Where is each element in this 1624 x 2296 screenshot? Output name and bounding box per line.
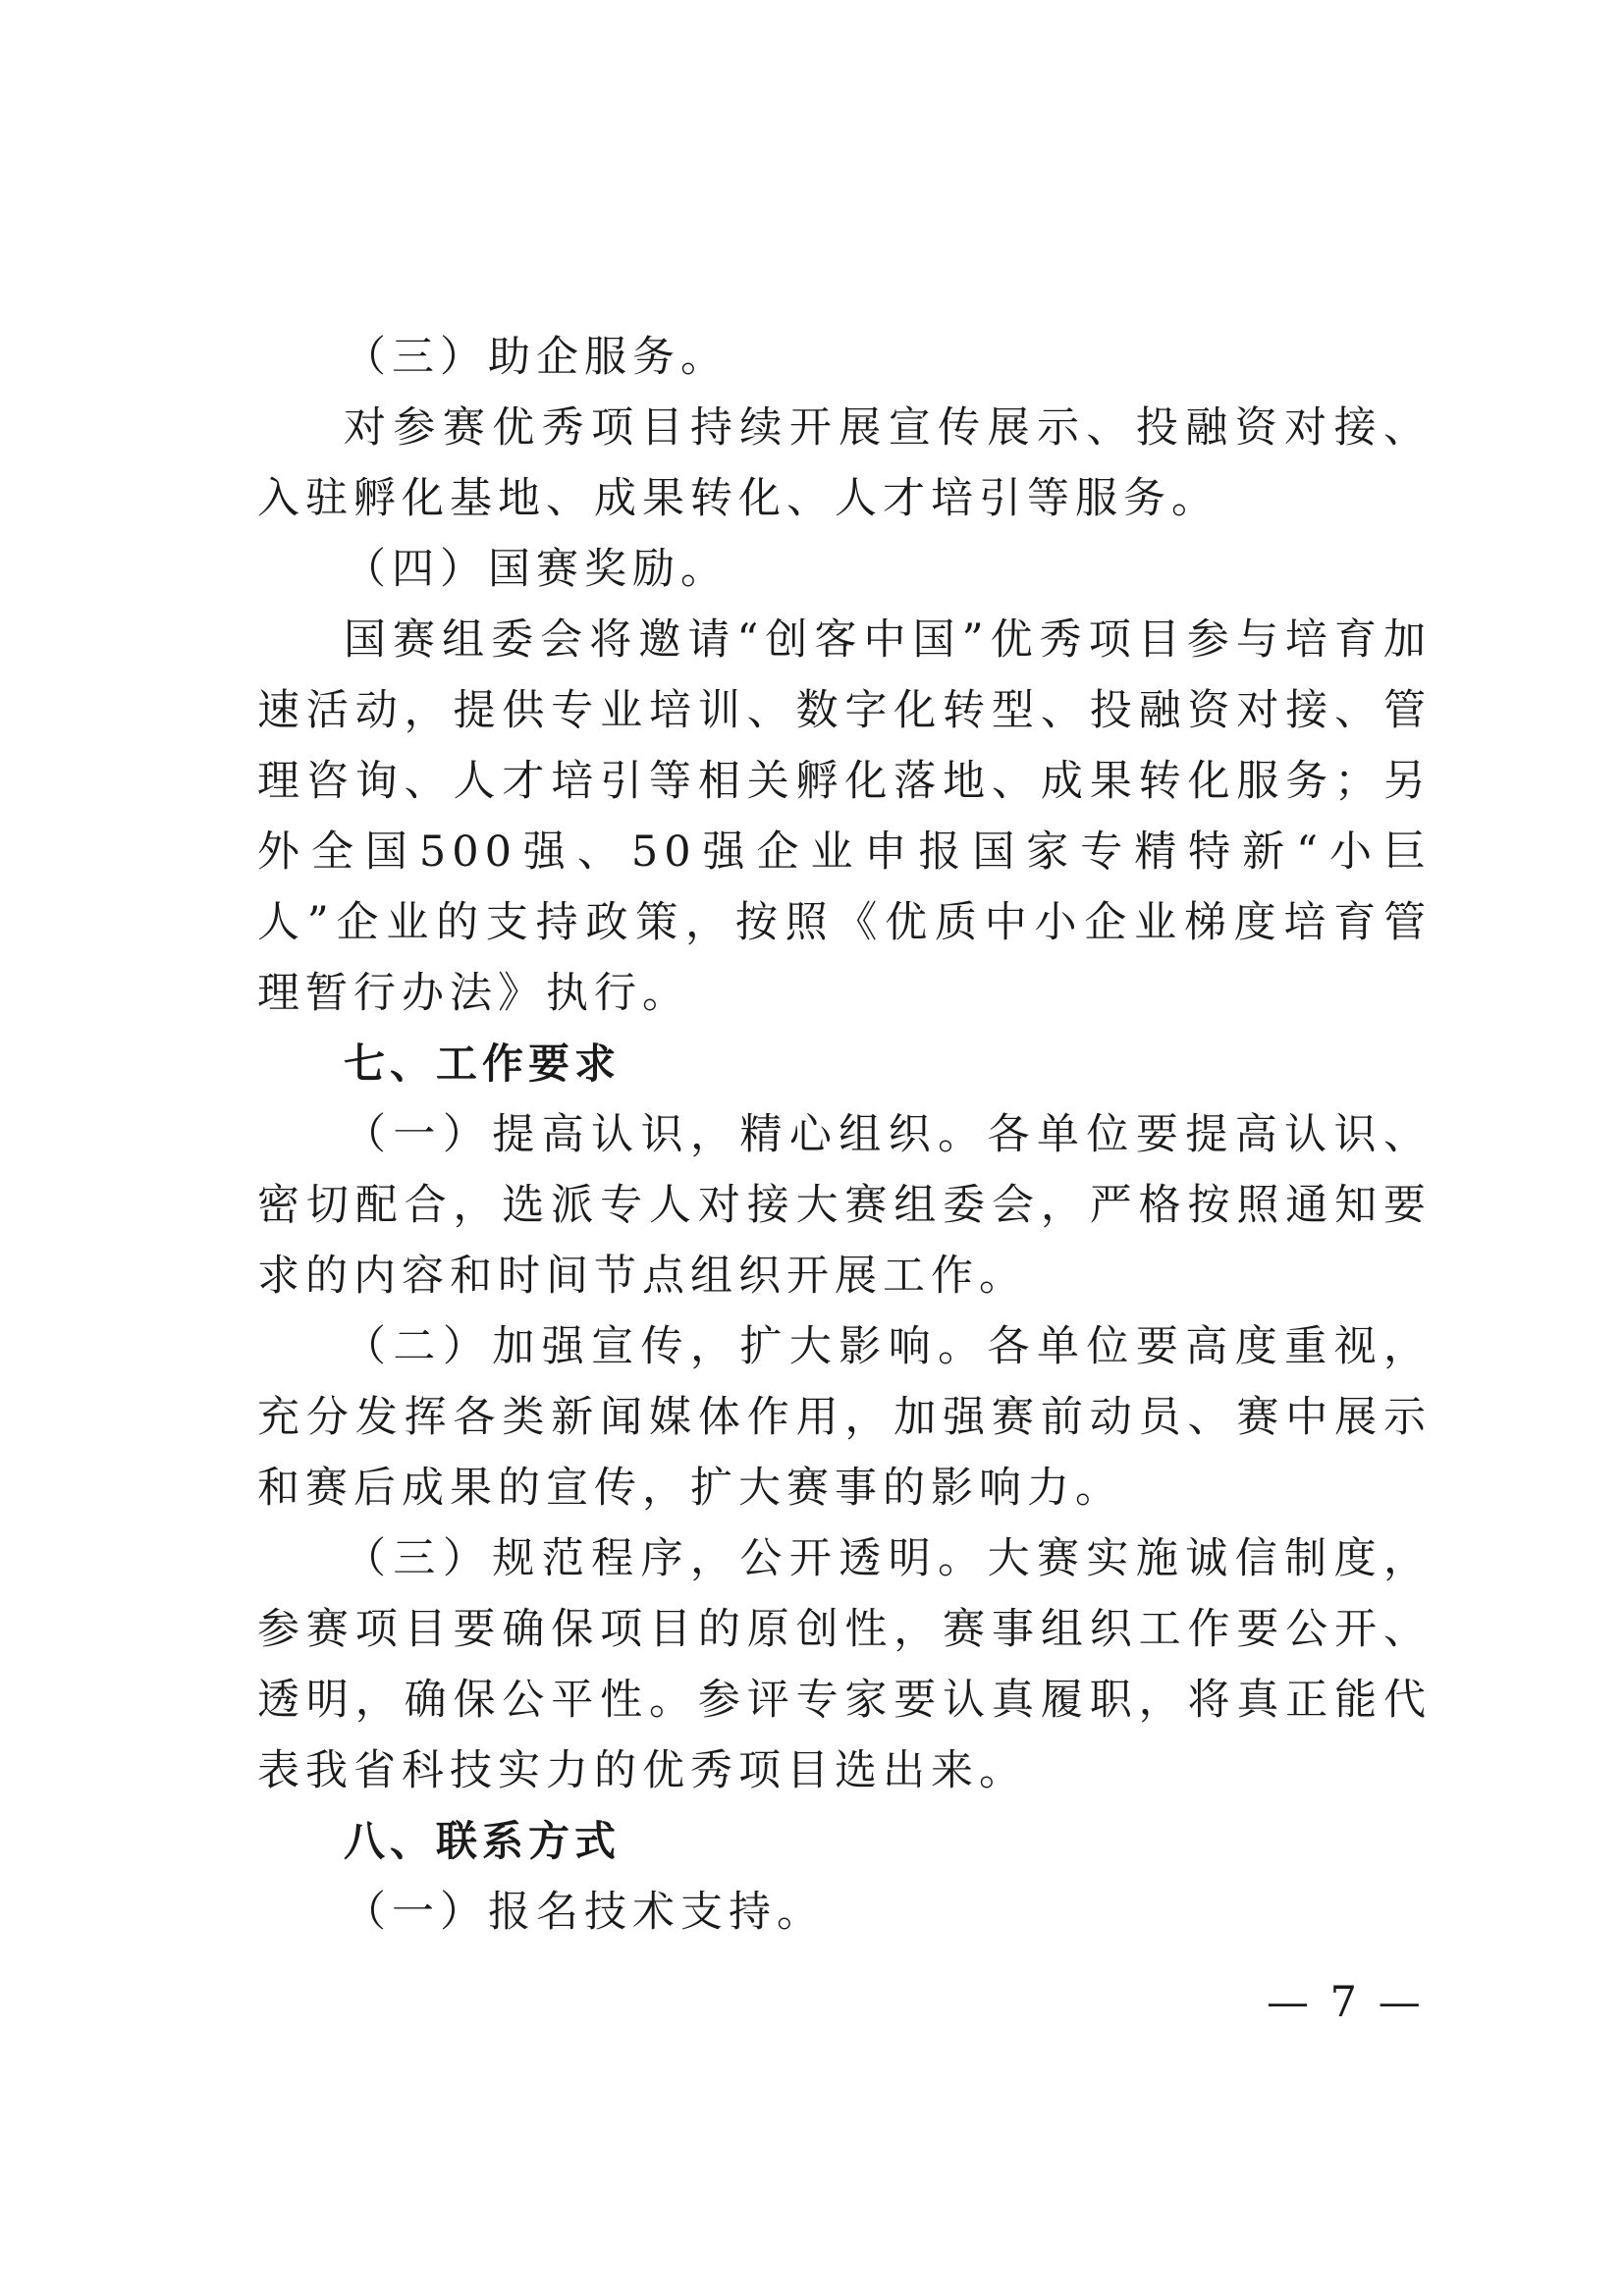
section-3-paragraph: 对参赛优秀项目持续开展宣传展示、投融资对接、入驻孵化基地、成果转化、人才培引等服务。 (257, 403, 1432, 523)
document-body (257, 322, 1432, 1948)
requirement-2-paragraph: （二）加强宣传，扩大影响。各单位要高度重视，充分发挥各类新闻媒体作用，加强赛前动员、赛中展示和赛后成果的宣传，扩大赛事的影响力。 (257, 1322, 1432, 1513)
requirement-1-paragraph: （一）提高认识，精心组织。各单位要提高认识、密切配合，选派专人对接大赛组委会，严格按照通知要求的内容和时间节点组织开展工作。 (257, 1110, 1432, 1301)
contact-subheading: （一）报名技术支持。 (344, 1888, 825, 1937)
requirement-3-paragraph: （三）规范程序，公开透明。大赛实施诚信制度，参赛项目要确保项目的原创性，赛事组织工作要公开、透明，确保公平性。参评专家要认真履职，将真正能代表我省科技实力的优秀项目选出来。 (257, 1534, 1432, 1795)
contact-heading: 八、联系方式 (344, 1817, 622, 1865)
section-4-subheading: （四）国赛奖励。 (344, 545, 729, 594)
section-3-subheading: （三）助企服务。 (344, 333, 729, 382)
work-requirements-heading: 七、工作要求 (344, 1040, 622, 1088)
page-number: — 7 — (1267, 1978, 1425, 2027)
section-4-paragraph: 国赛组委会将邀请“创客中国”优秀项目参与培育加速活动，提供专业培训、数字化转型、投融资对接、管理咨询、人才培引等相关孵化落地、成果转化服务；另外全国500强、50强企业申报国家专精特新“小巨人”企业的支持政策，按照《优质中小企业梯度培育管理暂行办法》执行。 (257, 615, 1432, 1018)
